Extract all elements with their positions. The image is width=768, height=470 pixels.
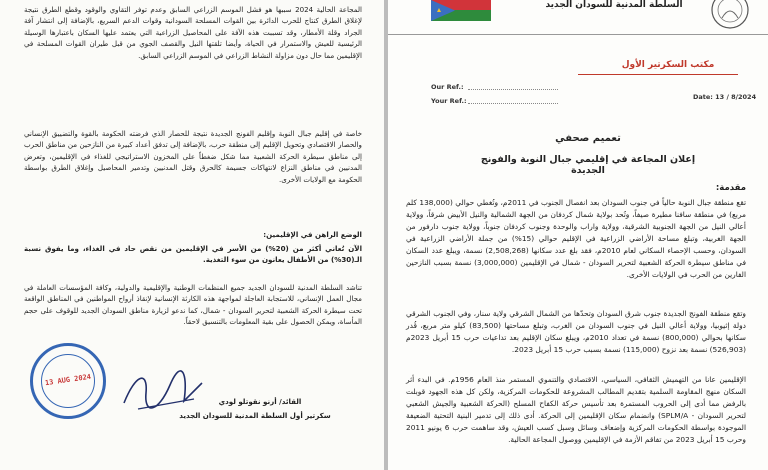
left-paragraph-2: خاصة في إقليم جبال النوبة وإقليم الفونج الجديدة نتيجة للحصار الذي فرضته الحكومة بالقوة والتضييق الإنساني والحصار الاقتصادي وتحويل الإقليم إلى منطقة حرب، بالإضافة إلى تدفق أعداد كبيرة من النازحين من مناطق الحرب إلى مناطق سيطرة الحركة الشعبية مما شكل ضغطاً على المخزون الاستراتيجي للغذاء في الإقليمين، وتعرض المدنيين في مناطق النزاع لانتهاكات جسيمة كالحرق وقتل المدنيين وتدمير المحاصيل وإغلاق الطرق بواسطة الحكومة مع الولايات الأخرى. — [24, 129, 362, 184]
introduction-heading: مقدمة: — [715, 183, 746, 193]
stamp-date: 13 AUG 2024 — [44, 372, 92, 388]
flag-logo — [431, 0, 491, 21]
your-ref-field — [468, 103, 558, 104]
right-paragraph-3: الإقليمين عانا من التهميش الثقافي، السياسي، الاقتصادي والتنموي المستمر منذ العام 1956م. في البدء أثر السكان منهج المقاومة السلمية بتقديم المطالب المشروعة للحكومات المركزية، ولكن كل هذه الجهود قوبلت بالرفض مما أدى إلى الحروب المستمرة بعد تأسيس حركة الكفاح المسلح (الحركة الشعبية والجيش الشعبي لتحرير السودان - SPLM/A) وانضمام سكان الإقليمين إلى الحركة. أدى ذلك إلى تدمير البنية التحتية الضعيفة الموجودة بواسطة الحكومات المركزية وإضعاف وسائل وسبل كسب العيش، وقد ساهمت حرب 6 يونيو 2011 وحرب 15 أبريل 2023 من تفاقم الأزمة في الإقليمين ووصول المجاعة الحالية. — [406, 375, 747, 444]
official-stamp — [30, 343, 106, 419]
document-date: Date: 13 / 8/2024 — [693, 93, 757, 101]
emblem-logo — [710, 0, 750, 30]
signatory-name: القائد/ أرنو نقوتلو لودي — [218, 397, 302, 406]
left-paragraph-1: المجاعة الحالية 2024 سببها هو فشل الموسم الزراعي السابق وعدم توفر التقاوي والوقود وقطع الطرق نتيجة لإغلاق الطرق كنتاج للحرب الدائرة بين القوات المسلحة السودانية وقوات الدعم السريع، بالإضافة إلى انتشار آفة الجراد وقلة الأمطار، وقد تسببت هذه الآفة على المحاصيل الزراعية التي يعتمد عليها السكان باعتبارها الوسيلة الرئيسية للعيش والاستمرار في الحياة، وأيضا تلقتها النيل والقصف الجوي من قبل طيران القوات المسلحة في الإقليمين مما حال دون مزاولة النشاط الزراعي في الموسم الزراعي السابق. — [24, 5, 362, 60]
office-title-underline — [578, 74, 738, 75]
right-page — [388, 0, 768, 470]
document-headline: إعلان المجاعة في إقليمي جبال النوبة والفونج الجديدة — [480, 154, 696, 176]
organization-name: السلطة المدنية للسودان الجديد — [545, 0, 683, 10]
right-paragraph-2: وتقع منطقة الفونج الجديدة جنوب شرق السودان وتحدّها من الشمال الشرقي ولاية سنار، وفي الجنوب الشرقي دولة إثيوبيا، وولاية أعالي النيل في جنوب السودان من الغرب، وتبلغ مساحتها (83,500) كيلو متر مربع، قُدر سكانها بحوالي (800,000) نسمة في تعداد 2010م، ويبلغ سكان الإقليم بعد تداعيات حرب 15 أبريل 2023م (526,903) نسمة بعد نزوح (115,000) نسمة بسبب حرب 15 أبريل 2023. — [406, 309, 746, 354]
office-title: مكتب السكرتير الأول — [621, 60, 715, 70]
header-divider — [388, 34, 768, 35]
current-situation-heading: الوضع الراهن في الإقليمين: — [263, 230, 362, 239]
our-ref-label: Our Ref.: — [431, 83, 464, 91]
left-paragraph-statistics: الآن تُعاني أكثر من (20%) من الأسر في الإقليمين من نقص حاد في الغذاء، وما يفوق نسبة الـ(30%) من الأطفال يعانون من سوء التغذية. — [24, 244, 363, 265]
document-type: تعميم صحفي — [555, 133, 621, 144]
right-paragraph-1: تقع منطقة جبال النوبة حالياً في جنوب السودان بعد انفصال الجنوب في 2011م، وتُغطي حوالي (138,000 كلم مربع) في منطقة سافنا مطيرة صيفاً، وتُحد بولاية شمال كردفان من الجهة الشمالية والنيل الأبيض شرقاً، وولاية أعالي النيل من الجهة الجنوبية الشرقية، وولاية واراب والوحدة وجنوب كردفان جنوباً، وولاية جنوب دارفور من الجهة الغربية، وتبلغ مساحة الأراضي الزراعية في الإقليم حوالي (15%) من جملة الأراضي الزراعية في السودان، وحسب الإحصاء السكاني لعام 2010م، فقد بلغ عدد سكانها (2,508,268) نسمة، ويبلغ عدد السكان في مناطق سيطرة الحركة الشعبية لتحرير السودان - شمال في الإقليمين (3,000,000) نسمة بسبب النازحين الفارين من الحرب في الولايات الأخرى. — [406, 198, 747, 279]
left-paragraph-appeal: تناشد السلطة المدنية للسودان الجديد جميع المنظمات الوطنية والإقليمية والدولية، وكافة المؤسسات العاملة في مجال العمل الإنساني، للاستجابة العاجلة لمواجهة هذه الكارثة الإنسانية لإنقاذ أرواح المواطنين في المناطق الواقعة تحت سيطرة الحركة الشعبية لتحرير السودان - شمال، كما ندعو لزيارة مناطق السودان الجديد للوقوف على حجم المأساة، ويمكن الحصول على بقية المعلومات بالتنسيق لاحقاً. — [24, 283, 362, 327]
your-ref-label: Your Ref.: — [431, 97, 467, 105]
signatory-title: سكرتير أول السلطة المدنية للسودان الجديد — [179, 411, 331, 420]
our-ref-field — [468, 89, 558, 90]
